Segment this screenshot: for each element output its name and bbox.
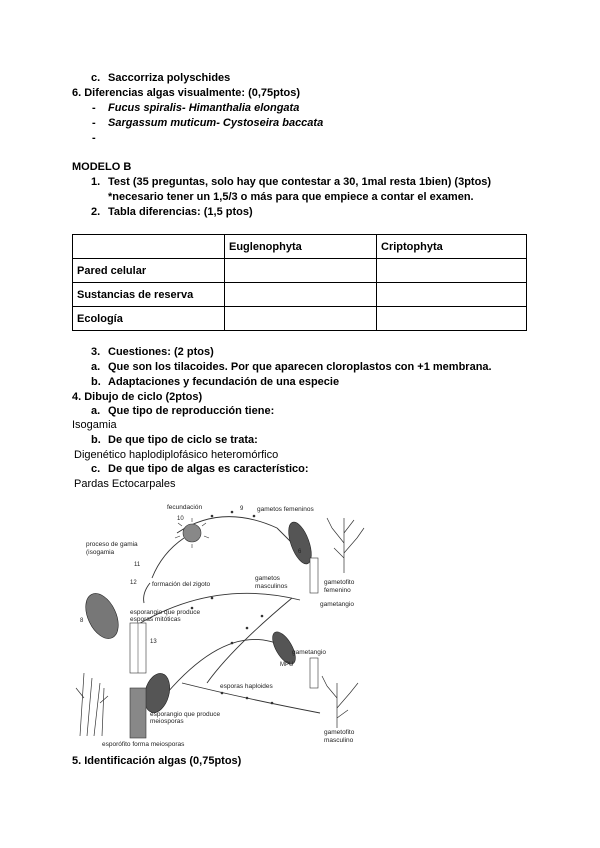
table-cell — [377, 307, 527, 331]
q6-bullet-1-marker: - — [92, 102, 96, 114]
q4-b-marker: b. — [91, 434, 101, 446]
q3-b-marker: b. — [91, 376, 101, 388]
label-n12: 12 — [130, 580, 137, 586]
q4-a-marker: a. — [91, 405, 101, 417]
q5-title: 5. Identificación algas (0,75ptos) — [72, 755, 242, 767]
item-c-text: Saccorriza polyschides — [108, 72, 231, 84]
mitotic-sporangium — [79, 588, 125, 643]
sporophyte-base — [130, 688, 146, 738]
arrow-zygote — [144, 583, 150, 603]
table-header-cell — [73, 235, 225, 259]
label-esporangio-mei-1: esporangio que produce — [150, 711, 221, 718]
q6-bullet-2-marker: - — [92, 117, 96, 129]
label-proceso-gamia-1: proceso de gamia — [86, 541, 138, 548]
label-n6: 6 — [298, 549, 302, 555]
differences-table — [72, 234, 527, 331]
label-gametos-masculinos-1: gametos — [255, 575, 280, 582]
modelo-item-2-text: Tabla diferencias: (1,5 ptos) — [108, 206, 253, 218]
fecundation-cluster — [175, 518, 209, 548]
label-gametangio-1: gametangio — [320, 601, 354, 608]
label-fecundacion: fecundación — [167, 504, 203, 511]
modelo-item-1-text: Test (35 preguntas, solo hay que contestar a 30, 1mal resta 1bien) (3ptos) — [108, 176, 492, 188]
table-cell — [225, 307, 377, 331]
modelo-item-2-marker: 2. — [91, 206, 101, 218]
table-cell: Sustancias de reserva — [73, 283, 225, 307]
q3-a-text: Que son los tilacoides. Por que aparecen cloroplastos con +1 membrana. — [108, 361, 492, 373]
q3-b-text: Adaptaciones y fecundación de una especie — [108, 376, 340, 388]
q4-b-text: De que tipo de ciclo se trata: — [108, 434, 258, 446]
table-row — [73, 307, 527, 331]
q4-a-answer: Isogamia — [72, 419, 117, 431]
female-gametophyte — [327, 518, 364, 573]
male-gametophyte-stem — [310, 658, 318, 688]
modelo-title: MODELO B — [72, 161, 132, 173]
table-cell — [377, 283, 527, 307]
male-gametophyte — [322, 676, 358, 728]
label-n8: 8 — [80, 618, 84, 624]
label-n10: 10 — [177, 516, 184, 522]
modelo-item-note: *necesario tener un 1,5/3 o más para que empiece a contar el examen. — [108, 191, 474, 203]
label-gametofito-masc-2: masculino — [324, 737, 354, 744]
spore-dots — [191, 511, 274, 705]
label-esporangio-mei-2: meiosporas — [150, 718, 184, 725]
label-gametofito-fem-1: gametofito — [324, 579, 355, 586]
q3-a-marker: a. — [91, 361, 101, 373]
modelo-item-1-marker: 1. — [91, 176, 101, 188]
q6-bullet-2-text: Sargassum muticum- Cystoseira baccata — [108, 117, 324, 129]
q4-c-answer: Pardas Ectocarpales — [74, 478, 176, 490]
table-cell: Ecología — [73, 307, 225, 331]
q6-bullet-1-text: Fucus spiralis- Himanthalia elongata — [108, 102, 300, 114]
table-row — [73, 283, 527, 307]
label-mpu: MPU — [280, 662, 294, 668]
q4-b-answer: Digenético haplodiplofásico heteromórfico — [74, 449, 279, 461]
table-header-cell: Criptophyta — [377, 235, 527, 259]
label-esporas-haploides: esporas haploides — [220, 683, 273, 690]
q6-title: 6. Diferencias algas visualmente: (0,75ptos) — [72, 87, 301, 99]
table-cell — [225, 283, 377, 307]
label-esporangio-mit-2: esporas mitóticas — [130, 616, 181, 623]
q3-marker: 3. — [91, 346, 101, 358]
sporophyte-filaments — [76, 673, 108, 736]
q6-bullet-3-marker: - — [92, 132, 96, 144]
table-header-row — [73, 235, 527, 259]
q3-title: Cuestiones: (2 ptos) — [108, 346, 214, 358]
label-gametangio-2: gametangio — [292, 649, 326, 656]
label-n13: 13 — [150, 639, 157, 645]
label-gametos-masculinos-2: masculinos — [255, 583, 288, 590]
label-n11: 11 — [134, 562, 141, 568]
q4-c-text: De que tipo de algas es característico: — [108, 463, 309, 475]
table-cell: Pared celular — [73, 259, 225, 283]
label-proceso-gamia-2: (isogamia — [86, 549, 115, 556]
q4-a-text: Que tipo de reproducción tiene: — [108, 405, 275, 417]
label-esporofito: esporófito forma meiosporas — [102, 741, 185, 748]
item-c-marker: c. — [91, 72, 101, 84]
label-gametos-femeninos: gametos femeninos — [257, 506, 314, 513]
female-gametophyte-stem — [310, 558, 318, 593]
label-formacion-zigoto: formación del zigoto — [152, 581, 211, 588]
label-esporangio-mit-1: esporangio que produce — [130, 609, 201, 616]
table-cell — [225, 259, 377, 283]
table-header-cell: Euglenophyta — [225, 235, 377, 259]
q4-title: 4. Dibujo de ciclo (2ptos) — [72, 391, 203, 403]
arrow-fecundation — [152, 538, 184, 578]
life-cycle-diagram — [72, 498, 372, 748]
q4-c-marker: c. — [91, 463, 101, 475]
table-row — [73, 259, 527, 283]
label-gametofito-fem-2: femenino — [324, 587, 351, 594]
label-n9: 9 — [240, 506, 244, 512]
table-cell — [377, 259, 527, 283]
label-gametofito-masc-1: gametofito — [324, 729, 355, 736]
